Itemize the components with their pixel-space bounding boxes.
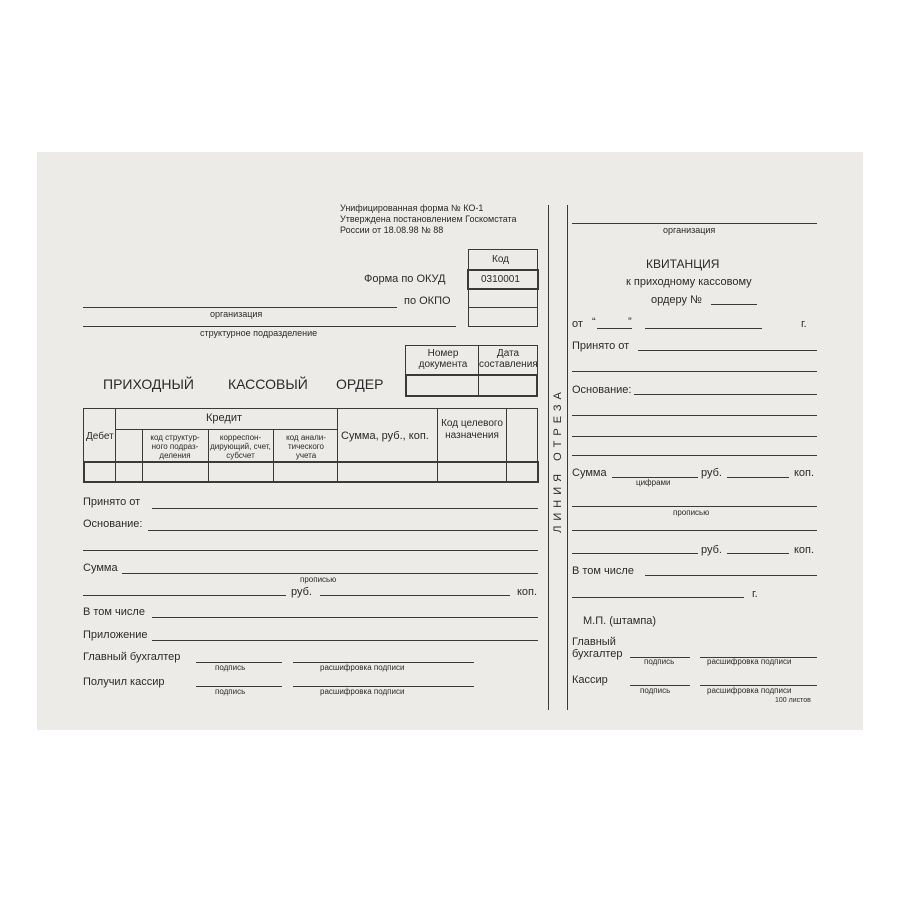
chief-accountant-label: Главный бухгалтер (83, 651, 181, 663)
receipt-kop2-label: коп. (794, 544, 815, 556)
appendix-line[interactable] (152, 640, 538, 641)
stamp-label: М.П. (штампа) (583, 615, 657, 627)
organization-line[interactable] (83, 307, 397, 308)
okud-label: Форма по ОКУД (364, 273, 446, 285)
receipt-title: КВИТАНЦИЯ (646, 257, 720, 271)
receipt-kop-label: коп. (794, 467, 815, 479)
quote-open: “ (592, 316, 596, 328)
kredit-header: Кредит (206, 412, 243, 424)
receipt-year2-label: г. (752, 588, 758, 600)
receipt-basis-line-2[interactable] (572, 415, 817, 416)
receipt-cashier-signature-caption: подпись (640, 686, 671, 695)
receipt-subtitle-1: к приходному кассовому (626, 276, 752, 288)
receipt-accepted-line[interactable] (638, 350, 817, 351)
receipt-including-label: В том числе (572, 565, 634, 577)
code-label: Код (492, 254, 510, 265)
receipt-chief-label: Главный бухгалтер (572, 636, 623, 660)
accepted-from-label: Принято от (83, 496, 141, 508)
target-code-header: Код целевого назначения (441, 418, 503, 441)
receipt-basis-line-3[interactable] (572, 436, 817, 437)
cashier-signature-caption: подпись (215, 687, 246, 696)
receipt-cashier-label: Кассир (572, 674, 608, 686)
row-sep-1 (115, 461, 116, 482)
title-word-1: ПРИХОДНЫЙ (103, 376, 194, 392)
receipt-rub-label: руб. (701, 467, 722, 479)
in-words-caption: прописью (300, 575, 337, 584)
receipt-year-label: г. (801, 318, 807, 330)
debet-header: Дебет (86, 431, 114, 442)
basis-line-2[interactable] (83, 550, 538, 551)
row-sep-4 (273, 461, 274, 482)
sum-label: Сумма (83, 562, 118, 574)
receipt-chief-signature-caption: подпись (644, 657, 675, 666)
receipt-words-line-2[interactable] (572, 530, 817, 531)
table-values-row[interactable] (83, 461, 539, 483)
including-line[interactable] (152, 617, 538, 618)
receipt-accepted-label: Принято от (572, 340, 630, 352)
receipt-number-line[interactable] (711, 304, 757, 305)
receipt-including-line[interactable] (645, 575, 817, 576)
receipt-basis-label: Основание: (572, 384, 632, 396)
receipt-chief-decoding-caption: расшифровка подписи (707, 657, 792, 666)
cut-line-label: ЛИНИЯ ОТРЕЗА (552, 387, 564, 533)
sum-words-line[interactable] (83, 595, 286, 596)
approval-date-line: России от 18.08.98 № 88 (340, 225, 444, 235)
receipt-including-line-2[interactable] (572, 597, 744, 598)
receipt-basis-line-4[interactable] (572, 455, 817, 456)
doc-values-divider (478, 374, 479, 396)
receipt-sum-kop-line[interactable] (727, 477, 789, 478)
receipt-accepted-line-2[interactable] (572, 371, 817, 372)
rub-label: руб. (291, 586, 312, 598)
receipt-organization-caption: организация (663, 225, 716, 235)
row-sep-6 (437, 461, 438, 482)
receipt-kop2-line[interactable] (727, 553, 789, 554)
receipt-from-label: от (572, 318, 583, 330)
cut-line-left (548, 205, 549, 710)
struct-code-header: код структур-ного подраз-деления (150, 433, 200, 460)
sum-words-line-2[interactable] (320, 595, 510, 596)
sum-header: Сумма, руб., коп. (341, 430, 429, 442)
receipt-subtitle-2: ордеру № (651, 294, 702, 306)
receipt-cashier-decoding-caption: расшифровка подписи (707, 686, 792, 695)
receipt-words-line-3[interactable] (572, 553, 698, 554)
kredit-underline (115, 429, 337, 430)
receipt-in-words-caption: прописью (673, 508, 710, 517)
quote-close: ” (628, 316, 632, 328)
corr-account-header: корреспон-дирующий, счет, субсчет (210, 433, 271, 460)
title-word-3: ОРДЕР (336, 376, 384, 392)
title-word-2: КАССОВЫЙ (228, 376, 308, 392)
digits-caption: цифрами (636, 478, 671, 487)
chief-decoding-caption: расшифровка подписи (320, 663, 405, 672)
basis-line-1[interactable] (148, 530, 538, 531)
okud-value: 0310001 (481, 274, 520, 285)
division-caption: структурное подразделение (200, 328, 318, 338)
receipt-basis-line-1[interactable] (634, 394, 817, 395)
sheets-count: 100 листов (775, 697, 811, 704)
analytic-code-header: код анали-тического учета (286, 433, 326, 460)
receipt-month-line[interactable] (645, 328, 762, 329)
accepted-from-line[interactable] (152, 508, 538, 509)
including-label: В том числе (83, 606, 145, 618)
sum-line[interactable] (122, 573, 538, 574)
row-sep-2 (142, 461, 143, 482)
row-sep-5 (337, 461, 338, 482)
doc-number-header: Номер документа (418, 348, 468, 370)
cashier-decoding-caption: расшифровка подписи (320, 687, 405, 696)
receipt-words-line-1[interactable] (572, 506, 817, 507)
cut-line-right (567, 205, 568, 710)
division-line[interactable] (83, 326, 456, 327)
appendix-label: Приложение (83, 629, 148, 641)
form-number-line: Унифицированная форма № КО-1 (340, 203, 484, 213)
receipt-organization-line[interactable] (572, 223, 817, 224)
doc-date-header: Дата составления (479, 348, 538, 370)
approval-line: Утверждена постановлением Госкомстата (340, 214, 517, 224)
receipt-day-line[interactable] (597, 328, 632, 329)
organization-caption: организация (210, 309, 263, 319)
okpo-label: по ОКПО (404, 295, 451, 307)
cashier-received-label: Получил кассир (83, 676, 165, 688)
receipt-rub2-label: руб. (701, 544, 722, 556)
kop-label: коп. (517, 586, 538, 598)
doc-values-row[interactable] (405, 374, 538, 397)
basis-label: Основание: (83, 518, 143, 530)
row-sep-7 (506, 461, 507, 482)
okpo-divider (468, 307, 538, 308)
row-sep-3 (208, 461, 209, 482)
receipt-sum-label: Сумма (572, 467, 607, 479)
chief-signature-caption: подпись (215, 663, 246, 672)
